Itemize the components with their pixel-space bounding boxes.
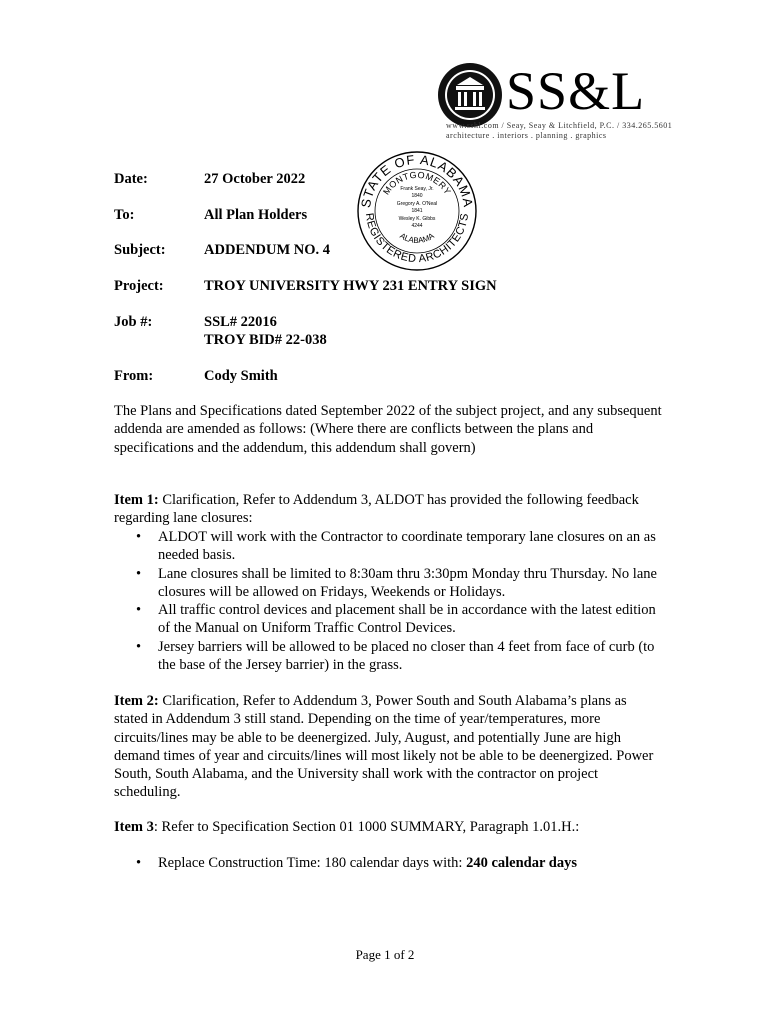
item-1-paragraph <box>114 491 664 528</box>
page-number: Page 1 of 2 <box>355 947 415 962</box>
subject-label: Subject: <box>114 242 166 258</box>
item-2-label: Item 2: <box>114 693 159 709</box>
stamp-ring-top: STATE OF ALABAMA <box>357 151 477 209</box>
stamp-name-3: Wesley K. Gibbs <box>398 216 436 222</box>
stamp-number-1: 1840 <box>411 193 423 199</box>
list-item: • Lane closures shall be limited to 8:30am thru 3:30pm Monday thru Thursday. No lane closures will be allowed on Fridays, Weekends or Holidays. <box>136 565 657 600</box>
project-label: Project: <box>114 278 164 294</box>
firm-seal-logo <box>437 62 503 128</box>
stamp-ring-bottom: REGISTERED ARCHITECTS <box>362 212 472 266</box>
from-value: Cody Smith <box>204 368 278 384</box>
job-label: Job #: <box>114 314 153 330</box>
date-value: 27 October 2022 <box>204 171 306 187</box>
subject-value: ADDENDUM NO. 4 <box>204 242 331 258</box>
bullet-text: Jersey barriers will be allowed to be placed no closer than 4 feet from face of curb (to the base of the Jersey barrier) in the grass. <box>158 638 655 674</box>
item-1-label: Item 1: <box>114 492 159 508</box>
bullet-text: ALDOT will work with the Contractor to coordinate temporary lane closures on an as needed basis. <box>158 529 656 564</box>
firm-subline <box>446 121 673 141</box>
firm-services-line: architecture . interiors . planning . graphics <box>446 131 607 140</box>
to-label: To: <box>114 207 135 223</box>
list-item: • Jersey barriers will be allowed to be placed no closer than 4 feet from face of curb (to the base of the Jersey barrier) in the grass. <box>136 638 655 674</box>
list-item: • All traffic control devices and placement shall be in accordance with the latest edition of the Manual on Uniform Traffic Control Devices. <box>136 602 656 637</box>
list-item: • Replace Construction Time: 180 calendar days with: 240 calendar days <box>136 855 577 871</box>
item-1-bullet-list <box>114 528 664 674</box>
bullet-text: All traffic control devices and placement shall be in accordance with the latest edition of the Manual on Uniform Traffic Control Devices. <box>158 602 656 637</box>
to-value: All Plan Holders <box>204 207 308 223</box>
item-3-label: Item 3 <box>114 819 154 835</box>
intro-paragraph: The Plans and Specifications dated September 2022 of the subject project, and any subsequent addenda are amended as follows: (Where there are conflicts between the plans and specifications and the addendum, this addendum shall govern) <box>114 403 662 456</box>
bullet-text: Replace Construction Time: 180 calendar days with: <box>158 855 467 871</box>
architect-registration-stamp <box>356 150 478 272</box>
from-label: From: <box>114 368 154 384</box>
stamp-name-1: Frank Seay, Jr. <box>400 186 434 192</box>
stamp-number-3: 4244 <box>411 223 423 229</box>
item-1-text: Clarification, Refer to Addendum 3, ALDOT has provided the following feedback regarding lane closures: <box>114 492 639 527</box>
stamp-name-2: Gregory A. O'Neal <box>396 201 438 207</box>
item-2-paragraph <box>114 692 664 802</box>
firm-contact-line: www.sshl.com / Seay, Seay & Litchfield, P.C. / 334.265.5601 <box>446 121 673 130</box>
item-3-bullet-list <box>114 854 664 872</box>
svg-text:ALABAMA <box>398 231 436 245</box>
stamp-inner-state: ALABAMA <box>398 231 436 246</box>
date-label: Date: <box>114 171 148 187</box>
list-item: • ALDOT will work with the Contractor to coordinate temporary lane closures on an as needed basis. <box>136 529 656 564</box>
firm-name: SS&L <box>506 61 646 121</box>
item-3-paragraph <box>114 818 664 836</box>
bullet-bold-text: 240 calendar days <box>466 855 577 871</box>
job-value-ssl: SSL# 22016 <box>204 314 277 330</box>
project-value: TROY UNIVERSITY HWY 231 ENTRY SIGN <box>204 278 497 294</box>
stamp-ring-inner: MONTGOMERY <box>381 169 453 197</box>
bullet-text: Lane closures shall be limited to 8:30am thru 3:30pm Monday thru Thursday. No lane closures will be allowed on Fridays, Weekends or Holidays. <box>158 565 657 600</box>
item-2-text: Clarification, Refer to Addendum 3, Power South and South Alabama’s plans as stated in Addendum 3 still stand. Depending on the time of year/temperatures, more circuits/lines may be able to be deenergized. July, August, and potentially June are high demand times of year and circuits/lines will most likely not be able to be deenergized. Power South, South Alabama, and the University shall work with the contractor on project scheduling. <box>114 693 654 801</box>
item-3-text: : Refer to Specification Section 01 1000 SUMMARY, Paragraph 1.01.H.: <box>153 819 580 835</box>
job-value-bid: TROY BID# 22-038 <box>204 332 327 348</box>
stamp-number-2: 1841 <box>411 208 423 214</box>
